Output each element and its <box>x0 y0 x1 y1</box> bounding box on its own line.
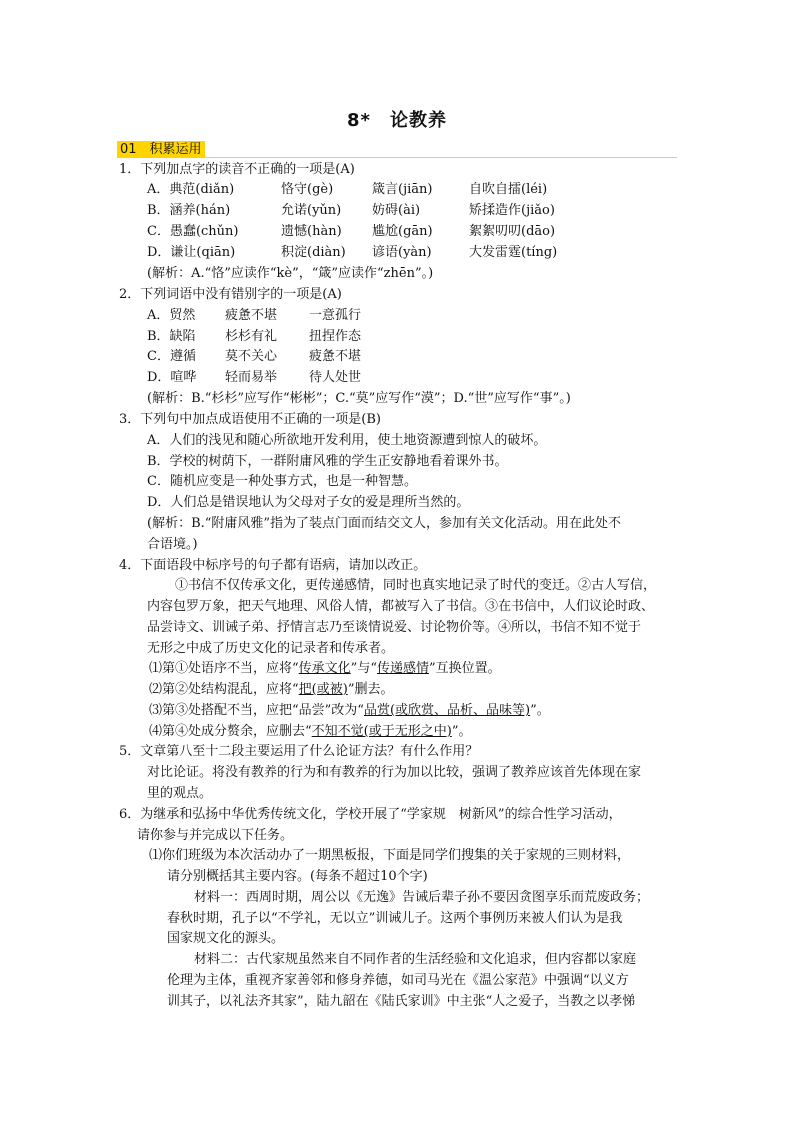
q2-option-a-3: 一意孤行 <box>309 308 362 323</box>
q3-option-c: C．随机应变是一种处事方式，也是一种智慧。 <box>147 474 417 489</box>
q2-option-a-1: A．贸然 <box>147 308 196 323</box>
q1-option-b-4: 矫揉造作(jiǎo) <box>469 203 555 218</box>
q3-option-d: D．人们总是错误地认为父母对子女的爱是理所当然的。 <box>147 495 470 510</box>
q4-answer-4: ⑷第④处成分赘余，应删去“不知不觉(或于无形之中)”。 <box>149 724 472 739</box>
q2-option-d-1: D．喧哗 <box>147 370 197 385</box>
q1-option-c-1: C．愚蠢(chǔn) <box>147 224 239 239</box>
q4-answer-1: ⑴第①处语序不当，应将“传承文化”与“传递感情”互换位置。 <box>149 661 501 676</box>
q1-option-d-3: 谚语(yàn) <box>372 245 432 260</box>
q1-option-d-1: D．谦让(qiān) <box>147 245 236 260</box>
q2-option-b-2: 杉杉有礼 <box>225 329 278 344</box>
q1-option-c-2: 遗憾(hàn) <box>281 224 342 239</box>
q3-option-b: B．学校的树荫下，一群附庸风雅的学生正安静地看着课外书。 <box>147 454 508 469</box>
q2-option-d-2: 轻而易举 <box>225 370 278 385</box>
q4-answer-4-blank: 不知不觉(或于无形之中) <box>311 724 452 739</box>
q4-answer-3: ⑶第③处搭配不当，应把“品尝”改为“品赏(或欣赏、品析、品味等)”。 <box>149 703 550 718</box>
q1-option-b-3: 妨碍(ài) <box>372 203 421 218</box>
q6-material-2-line-2: 伦理为主体，重视齐家善邻和修身养德，如司马光在《温公家范》中强调“以义方 <box>167 973 629 988</box>
question-2-stem: 2．下列词语中没有错别字的一项是(A) <box>119 287 342 302</box>
q2-option-c-3: 疲惫不堪 <box>309 349 362 364</box>
q4-paragraph-line-4: 无形之中成了历史文化的记录者和传承者。 <box>147 641 395 656</box>
q6-sub1-line-1: ⑴你们班级为本次活动办了一期黑板报，下面是同学们搜集的关于家规的三则材料， <box>149 848 631 863</box>
q3-option-a: A．人们的浅见和随心所欲地开发利用，使土地资源遭到惊人的破坏。 <box>147 433 547 448</box>
q2-option-a-2: 疲惫不堪 <box>225 308 278 323</box>
q6-material-2-line-1: 材料二：古代家规虽然来自不同作者的生活经验和文化追求，但内容都以家庭 <box>194 952 637 967</box>
q1-analysis: (解析：A.“恪”应读作“kè”，“箴”应读作“zhēn”。) <box>147 266 434 281</box>
q1-option-a-4: 自吹自擂(léi) <box>469 182 548 197</box>
q6-material-1-line-1: 材料一：西周时期，周公以《无逸》告诫后辈子孙不要因贪图享乐而荒废政务； <box>194 890 650 905</box>
q6-sub1-line-2: 请分别概括其主要内容。(每条不超过10个字) <box>167 869 428 884</box>
q1-option-d-4: 大发雷霆(tíng) <box>469 245 558 260</box>
q1-option-b-1: B．涵养(hán) <box>147 203 231 218</box>
q4-paragraph-line-2: 内容包罗万象，把天气地理、风俗人情，都被写入了书信。③在书信中，人们议论时政、 <box>147 599 655 614</box>
q5-answer-line-1: 对比论证。将没有教养的行为和有教养的行为加以比较，强调了教养应该首先体现在家 <box>147 765 642 780</box>
q1-option-b-2: 允诺(yǔn) <box>281 203 342 218</box>
section-header: 01 积累运用 <box>117 141 205 158</box>
q4-answer-2-blank: 把(或被) <box>298 682 348 697</box>
q1-option-a-3: 箴言(jiān) <box>372 182 433 197</box>
q2-analysis: (解析：B.“杉杉”应写作“彬彬”；C.“莫”应写作“漠”；D.“世”应写作“事”。) <box>147 391 571 406</box>
section-divider <box>117 157 677 158</box>
q1-option-c-3: 尴尬(gān) <box>372 224 433 239</box>
question-3-stem: 3．下列句中加点成语使用不正确的一项是(B) <box>119 412 381 427</box>
q2-option-c-1: C．遵循 <box>147 349 196 364</box>
q5-answer-line-2: 里的观点。 <box>147 786 213 801</box>
q4-answer-3-blank: 品赏(或欣赏、品析、品味等) <box>363 703 531 718</box>
q2-option-b-3: 扭捏作态 <box>309 329 362 344</box>
q2-option-d-3: 待人处世 <box>309 370 362 385</box>
q2-option-c-2: 莫不关心 <box>225 349 278 364</box>
q1-option-c-4: 絮絮叨叨(dāo) <box>469 224 556 239</box>
q6-material-1-line-2: 春秋时期，孔子以“不学礼，无以立”训诫儿子。这两个事例历来被人们认为是我 <box>167 911 623 926</box>
q6-material-1-line-3: 国家规文化的源头。 <box>167 931 285 946</box>
q3-analysis-line-2: 合语境。) <box>147 537 198 552</box>
q4-answer-1-blank-1: 传承文化 <box>298 661 351 676</box>
q2-option-b-1: B．缺陷 <box>147 329 196 344</box>
question-6-stem-line-1: 6．为继承和弘扬中华优秀传统文化，学校开展了“学家规 树新风”的综合性学习活动， <box>119 807 622 822</box>
q1-option-a-2: 恪守(gè) <box>281 182 334 197</box>
q4-answer-2: ⑵第②处结构混乱，应将“把(或被)”删去。 <box>149 682 394 697</box>
q4-paragraph-line-1: ①书信不仅传承文化，更传递感情，同时也真实地记录了时代的变迁。②古人写信， <box>175 578 657 593</box>
question-4-stem: 4．下面语段中标序号的句子都有语病，请加以改正。 <box>119 558 427 573</box>
question-5-stem: 5．文章第八至十二段主要运用了什么论证方法？有什么作用？ <box>119 744 479 759</box>
q1-option-d-2: 积淀(diàn) <box>281 245 346 260</box>
question-1-stem: 1．下列加点字的读音不正确的一项是(A) <box>119 162 355 177</box>
q4-answer-1-blank-2: 传递感情 <box>376 661 429 676</box>
q4-paragraph-line-3: 品尝诗文、训诫子弟、抒情言志乃至谈情说爱、讨论物价等。④所以，书信不知不觉于 <box>147 620 642 635</box>
question-6-stem-line-2: 请你参与并完成以下任务。 <box>137 828 294 843</box>
page-title: 8* 论教养 <box>347 110 447 131</box>
q6-material-2-line-3: 训其子，以礼法齐其家”，陆九韶在《陆氏家训》中主张“人之爱子，当教之以孝悌 <box>167 994 636 1009</box>
q3-analysis-line-1: (解析：B.“附庸风雅”指为了装点门面而结交文人，参加有关文化活动。用在此处不 <box>147 516 622 531</box>
q1-option-a-1: A．典范(diǎn) <box>147 182 235 197</box>
